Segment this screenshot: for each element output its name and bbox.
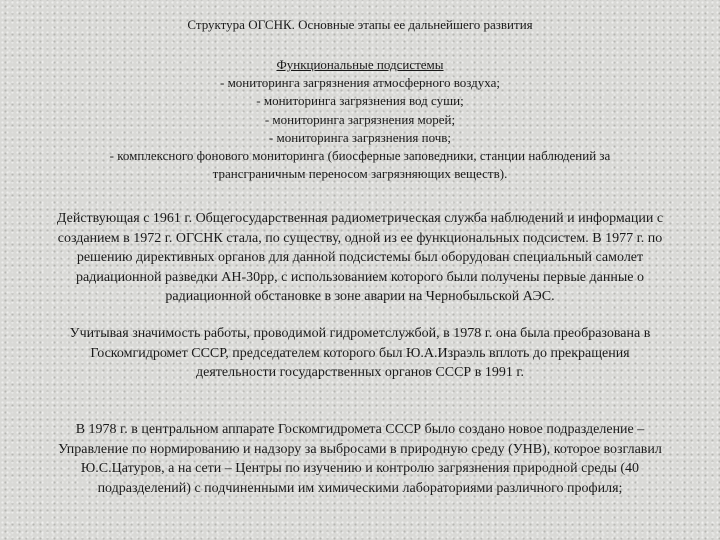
paragraph-line: Учитывая значимость работы, проводимой гидрометслужбой, в 1978 г. она была преобразована в <box>69 326 651 341</box>
paragraph-line: радиационной разведки АН-30рр, с использованием которого были получены первые данные о <box>76 269 644 285</box>
subsystems-heading: Функциональные подсистемы <box>276 57 444 72</box>
paragraph-goskomgidromet <box>6 324 714 383</box>
subsystem-item: - комплексного фонового мониторинга (биосферные заповедники, станции наблюдений за <box>109 148 611 164</box>
paragraph-radiometric-service <box>6 209 714 307</box>
paragraph-line: созданием в 1972 г. ОГСНК стала, по существу, одной из ее функциональных подсистем. В 1977 г. по <box>57 230 663 246</box>
paragraph-line: Ю.С.Цатуров, а на сети – Центры по изучению и контролю загрязнения природной среды (40 <box>80 461 640 477</box>
paragraph-line: Управление по нормированию и надзору за выбросами в природную среду (УНВ), которое возглавил <box>58 441 662 457</box>
paragraph-line: радиационной обстановке в зоне аварии на Чернобыльской АЭС. <box>165 289 555 305</box>
subsystem-item: - мониторинга загрязнения вод суши; <box>256 93 464 109</box>
paragraph-line: Действующая с 1961 г. Общегосударственная радиометрическая служба наблюдений и информации с <box>56 211 664 226</box>
slide-title: Структура ОГСНК. Основные этапы ее дальнейшего развития <box>187 17 533 32</box>
subsystems-block <box>20 56 700 183</box>
subsystem-item: - мониторинга загрязнения морей; <box>264 111 456 127</box>
paragraph-line: подразделений) с подчиненными им химическими лабораториями различного профиля; <box>97 480 623 496</box>
paragraph-line: деятельности государственных органов СССР в 1991 г. <box>196 365 524 381</box>
subsystem-item: - мониторинга загрязнения атмосферного воздуха; <box>220 75 500 91</box>
paragraph-line: решению директивных органов для данной подсистемы был оборудован специальный самолет <box>76 250 644 266</box>
paragraph-unv <box>6 420 714 498</box>
subsystem-item: трансграничным переносом загрязняющих веществ). <box>212 166 508 182</box>
paragraph-line: Госкомгидромет СССР, председателем которого был Ю.А.Израэль вплоть до прекращения <box>90 345 630 361</box>
paragraph-line: В 1978 г. в центральном аппарате Госкомгидромета СССР было создано новое подразделение – <box>75 422 645 437</box>
subsystem-item: - мониторинга загрязнения почв; <box>268 129 452 145</box>
